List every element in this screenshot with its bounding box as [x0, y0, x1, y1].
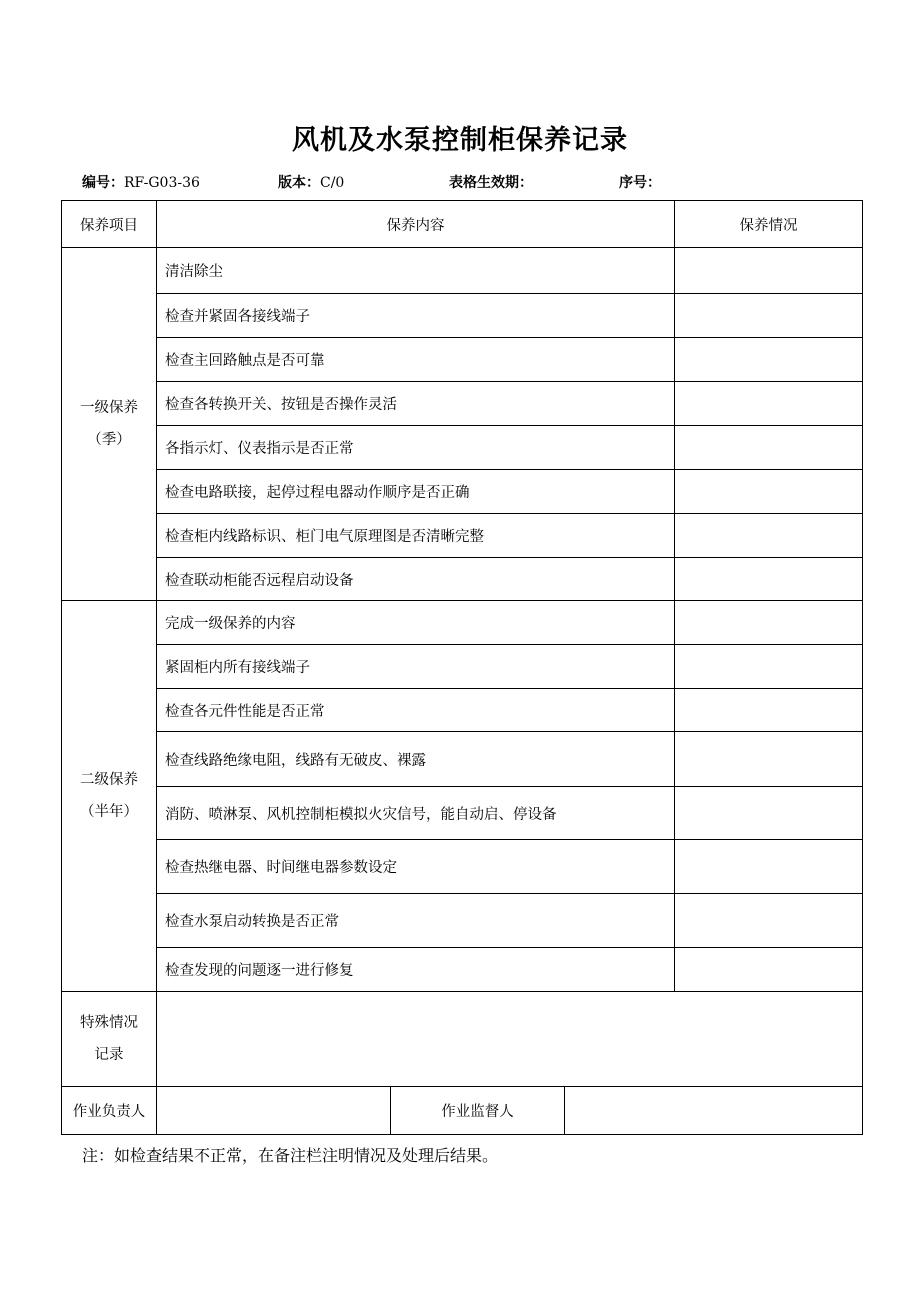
status-cell[interactable] — [675, 338, 863, 382]
level2-item: 检查发现的问题逐一进行修复 — [157, 948, 675, 992]
special-label-line1: 特殊情况 — [80, 1015, 138, 1031]
operator-label: 作业负责人 — [62, 1087, 157, 1135]
table-row — [62, 338, 863, 382]
level1-item: 各指示灯、仪表指示是否正常 — [157, 426, 675, 470]
table-row — [62, 248, 863, 294]
supervisor-label: 作业监督人 — [391, 1087, 565, 1135]
status-cell[interactable] — [675, 558, 863, 601]
level2-item: 完成一级保养的内容 — [157, 601, 675, 645]
header-row — [62, 201, 863, 248]
table-row — [62, 840, 863, 894]
table-row — [62, 514, 863, 558]
supervisor-field[interactable] — [565, 1087, 863, 1135]
table-row — [62, 948, 863, 992]
header-content: 保养内容 — [157, 201, 675, 248]
level1-item: 检查并紧固各接线端子 — [157, 294, 675, 338]
form-title: 风机及水泵控制柜保养记录 — [292, 125, 628, 156]
code-label: 编号： — [82, 175, 124, 191]
level1-item: 检查联动柜能否远程启动设备 — [157, 558, 675, 601]
table-row — [62, 894, 863, 948]
table-row — [62, 558, 863, 601]
status-cell[interactable] — [675, 732, 863, 787]
table-row — [62, 689, 863, 732]
code-field — [82, 172, 200, 192]
table-row — [62, 645, 863, 689]
header-status: 保养情况 — [675, 201, 863, 248]
status-cell[interactable] — [675, 894, 863, 948]
special-label-line2: 记录 — [94, 1047, 124, 1063]
table-row — [62, 732, 863, 787]
status-cell[interactable] — [675, 426, 863, 470]
table-row — [62, 426, 863, 470]
serial-label: 序号： — [619, 175, 661, 191]
level1-period: （季） — [87, 432, 131, 448]
version-value: C/0 — [320, 175, 345, 191]
status-cell[interactable] — [675, 948, 863, 992]
level2-period: （半年） — [80, 804, 138, 820]
status-cell[interactable] — [675, 382, 863, 426]
level1-item: 检查主回路触点是否可靠 — [157, 338, 675, 382]
level1-item: 检查柜内线路标识、柜门电气原理图是否清晰完整 — [157, 514, 675, 558]
maintenance-table — [61, 200, 863, 1135]
signature-row — [62, 1087, 863, 1135]
effective-date-label: 表格生效期： — [449, 175, 533, 191]
level2-item: 紧固柜内所有接线端子 — [157, 645, 675, 689]
level2-item: 检查热继电器、时间继电器参数设定 — [157, 840, 675, 894]
status-cell[interactable] — [675, 787, 863, 840]
special-row — [62, 992, 863, 1087]
status-cell[interactable] — [675, 645, 863, 689]
table-row — [62, 382, 863, 426]
status-cell[interactable] — [675, 514, 863, 558]
header-item: 保养项目 — [62, 201, 157, 248]
special-label — [62, 992, 157, 1087]
version-field — [278, 172, 344, 192]
level2-item: 检查水泵启动转换是否正常 — [157, 894, 675, 948]
status-cell[interactable] — [675, 689, 863, 732]
status-cell[interactable] — [675, 248, 863, 294]
level1-item: 检查各转换开关、按钮是否操作灵活 — [157, 382, 675, 426]
level2-item: 检查线路绝缘电阻，线路有无破皮、裸露 — [157, 732, 675, 787]
footnote: 注：如检查结果不正常，在备注栏注明情况及处理后结果。 — [82, 1146, 499, 1165]
level2-category — [62, 601, 157, 992]
status-cell[interactable] — [675, 470, 863, 514]
level1-category — [62, 248, 157, 601]
level1-item: 检查电路联接，起停过程电器动作顺序是否正确 — [157, 470, 675, 514]
level2-item: 检查各元件性能是否正常 — [157, 689, 675, 732]
level2-item: 消防、喷淋泵、风机控制柜模拟火灾信号，能自动启、停设备 — [157, 787, 675, 840]
level1-label: 一级保养 — [80, 400, 138, 416]
status-cell[interactable] — [675, 840, 863, 894]
level1-item: 清洁除尘 — [157, 248, 675, 294]
status-cell[interactable] — [675, 601, 863, 645]
code-value: RF-G03-36 — [124, 175, 200, 191]
status-cell[interactable] — [675, 294, 863, 338]
special-record-field[interactable] — [157, 992, 863, 1087]
level2-label: 二级保养 — [80, 772, 138, 788]
table-row — [62, 601, 863, 645]
table-row — [62, 470, 863, 514]
version-label: 版本： — [278, 175, 320, 191]
table-row — [62, 787, 863, 840]
operator-field[interactable] — [157, 1087, 391, 1135]
table-row — [62, 294, 863, 338]
